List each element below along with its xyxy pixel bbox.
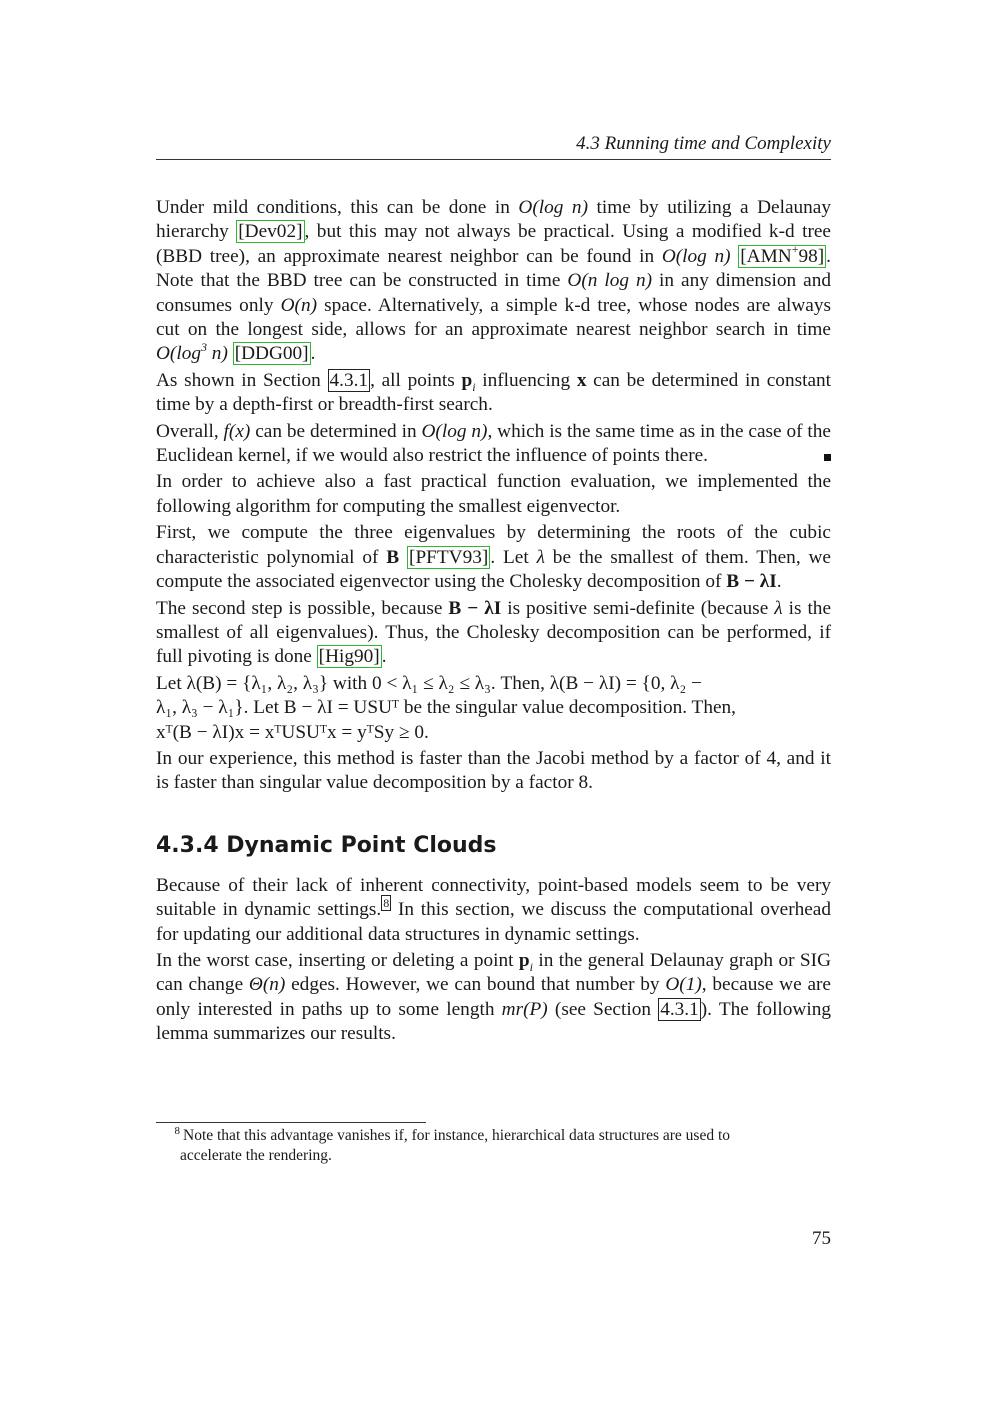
text: in the general Delaunay graph or SIG can change (156, 949, 832, 996)
math-sup: 3 (200, 340, 207, 355)
citation-sup: + (791, 242, 799, 257)
text: The second step is possible, because (156, 597, 449, 619)
citation-link[interactable]: [Dev02] (238, 221, 303, 243)
text: . Let (490, 546, 537, 568)
text: edges. However, we can bound that number by (285, 974, 666, 996)
text (228, 343, 233, 364)
math: Θ(n) (248, 974, 286, 996)
math-part: n) (206, 343, 228, 365)
text: time by utilizing a Delaunay hierarchy (156, 197, 832, 243)
text: In the worst case, inserting or deleting a point (156, 949, 519, 971)
paragraph-eigenvalues (156, 521, 831, 594)
citation-link[interactable]: [Hig90] (318, 646, 380, 668)
text: Because of their lack of inherent connectivity, point-based models seem to be very suitable in dynamic settings. (156, 874, 831, 921)
text: is positive semi-definite (because (501, 597, 775, 619)
text: Under mild conditions, this can be done in (156, 197, 519, 218)
footnote-ref-link[interactable]: 8 (383, 895, 390, 910)
qed-square-icon (824, 454, 831, 461)
page-body (156, 196, 831, 1049)
text: As shown in Section (156, 369, 328, 391)
text: , but this may not always be practical. Using a modified k-d tree (BBD tree), an approximate nearest neighbor can be found in (156, 221, 831, 267)
citation-text: [AMN (740, 245, 792, 267)
footnote: 8 Note that this advantage vanishes if, for instance, hierarchical data structures are used to accelerate the rendering. (156, 1126, 831, 1166)
section-heading: 4.3.4 Dynamic Point Clouds (156, 832, 497, 858)
paragraph-nn-search (156, 196, 831, 367)
paragraph-cholesky (156, 597, 831, 670)
citation-link[interactable] (738, 242, 826, 268)
math: O(1) (665, 974, 702, 996)
text: influencing (475, 369, 577, 391)
page-number: 75 (812, 1228, 831, 1249)
text: , all points (370, 369, 462, 391)
footnote-text: Note that this advantage vanishes if, for instance, hierarchical data structures are used to (183, 1127, 731, 1144)
text: can be determined in constant time by a depth-first or breadth-first search. (156, 369, 831, 416)
math: B (386, 546, 400, 568)
equation-line: Let λ(B) = {λ₁, λ₂, λ₃} with 0 < λ₁ ≤ λ₂ ≤ λ₃. Then, λ(B − λI) = {0, λ₂ − (156, 672, 702, 694)
paragraph-dynamic (156, 874, 831, 947)
running-header: 4.3 Running time and Complexity (576, 133, 831, 154)
section-ref-link[interactable]: 4.3.1 (329, 369, 369, 391)
citation-text: 98] (798, 245, 825, 267)
paragraph-overall (156, 420, 831, 469)
math: f(x) (223, 420, 251, 442)
paragraph-worst-case (156, 949, 831, 1047)
section-ref-link[interactable]: 4.3.1 (660, 998, 699, 1020)
math-sub: i (472, 379, 476, 394)
math: O(log n) (661, 245, 731, 267)
math: O(n log n) (567, 270, 653, 292)
math: O(log n) (421, 420, 488, 442)
text: in any dimension and consumes only (156, 270, 831, 316)
math: B − λI (448, 597, 502, 619)
text: . (310, 343, 316, 365)
math: λ (536, 546, 545, 568)
text: , which is the same time as in the case of the Euclidean kernel, if we would also restrict the influence of points there. (156, 420, 831, 467)
math-part: O(log (156, 343, 201, 365)
text: First, we compute the three eigenvalues by determining the roots of the cubic characteristic polynomial of (156, 522, 831, 568)
citation-link[interactable]: [DDG00] (234, 343, 309, 365)
math-sub: i (529, 959, 533, 974)
text: is the smallest of all eigenvalues). Thus, the Cholesky decomposition can be performed, if full pivoting is done (156, 597, 832, 668)
paragraph-algorithm-intro: In order to achieve also a fast practical function evaluation, we implemented the following algorithm for computing the smallest eigenvector. (156, 471, 831, 517)
footnote-text: accelerate the rendering. (180, 1147, 332, 1164)
math: p (518, 949, 530, 971)
equation-line: λ₁, λ₃ − λ₁}. Let B − λI = USUᵀ be the singular value decomposition. Then, (156, 697, 736, 719)
text: space. Alternatively, a simple k-d tree, whose nodes are always cut on the longest side, allows for an approximate nearest neighbor search in time (156, 294, 831, 341)
math (461, 370, 472, 391)
footnote-rule (156, 1122, 426, 1123)
header-rule (156, 159, 831, 160)
citation-link[interactable]: [PFTV93] (409, 546, 489, 568)
text: Overall, (156, 420, 224, 442)
text: be the smallest of them. Then, we compute the associated eigenvector using the Cholesky decomposition of (156, 546, 831, 593)
equation-line: xᵀ(B − λI)x = xᵀUSUᵀx = yᵀSy ≥ 0. (156, 721, 429, 743)
text: . (381, 646, 387, 668)
text: can be determined in (250, 420, 422, 442)
text: . Note that the BBD tree can be constructed in time (156, 245, 831, 292)
math: mr(P) (501, 998, 548, 1020)
math: x (576, 369, 587, 391)
math: B − λI (726, 571, 777, 593)
math: O(log n) (518, 197, 588, 218)
text: , because we are only interested in paths up to some length (156, 974, 831, 1020)
text: ). The following lemma summarizes our results. (156, 998, 831, 1045)
math-part: p (461, 369, 473, 391)
text: (see Section (547, 998, 659, 1020)
math: O(n) (280, 294, 318, 316)
text: . (776, 571, 782, 593)
math: λ (774, 597, 783, 619)
paragraph-experience: In our experience, this method is faster than the Jacobi method by a factor of 4, and it is faster than singular value decomposition by a factor 8. (156, 747, 831, 794)
paragraph-dfs (156, 369, 831, 418)
text: In this section, we discuss the computational overhead for updating our additional data structures in dynamic settings. (156, 899, 832, 945)
math (156, 340, 228, 365)
text (399, 547, 407, 568)
paragraph-proof-psd (156, 672, 831, 745)
